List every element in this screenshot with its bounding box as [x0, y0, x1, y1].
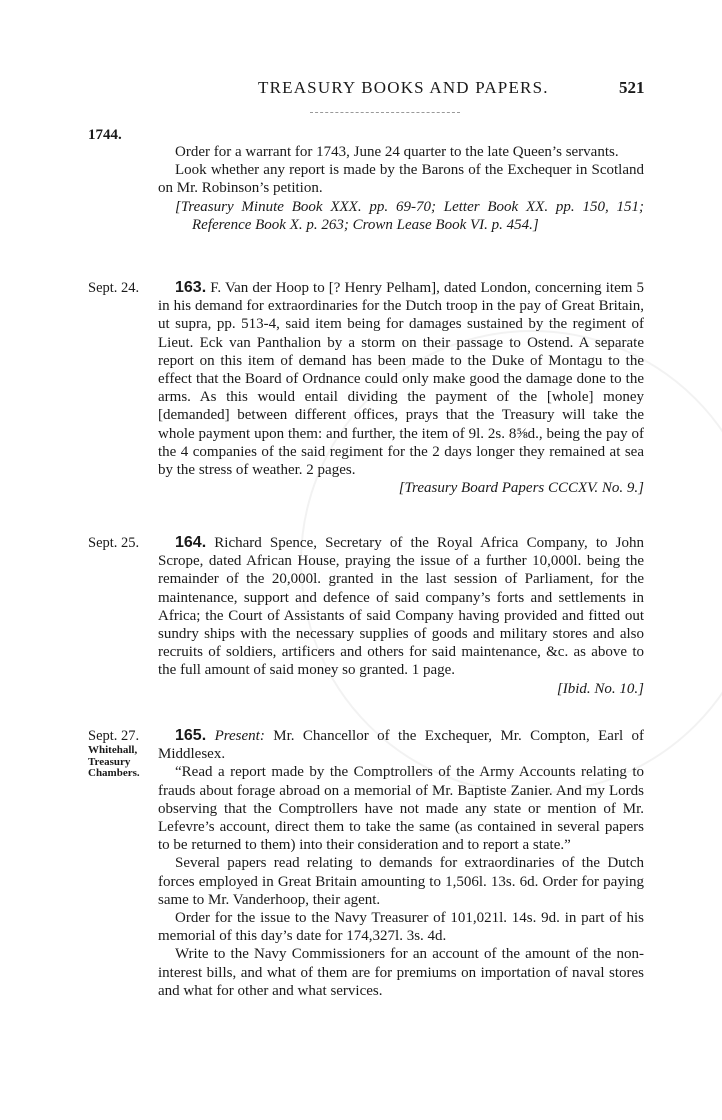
entry-date: Sept. 24.: [88, 280, 140, 296]
entry-text: Richard Spence, Secretary of the Royal Africa Company, to John Scrope, dated African House, praying the issue of a further 10,000l. being the remainder of the 20,000l. granted in the last session of Parliament, for the maintenance, support and defence of said company’s forts and settlements in Africa; the Court of Assistants of said Company having provided and fitted out sundry ships with the necessary supplies of goods and military stores and also recruits of soldiers, artificers and others for said maintenance, &c. as above to the full amount of said money so granted. 1 page.: [158, 535, 645, 679]
entry-date: Sept. 27.: [88, 728, 140, 744]
year-label: 1744.: [88, 127, 122, 143]
entry-date: Sept. 25.: [88, 535, 140, 551]
entry-text: Mr. Chancellor of the Exchequer, Mr. Compton, Earl of Middlesex.: [158, 728, 645, 763]
place-line: Whitehall,: [88, 744, 138, 756]
entry-163: [158, 279, 644, 497]
place-line: Treasury: [88, 755, 131, 768]
entry-place: [88, 745, 158, 780]
paragraph: Order for the issue to the Navy Treasurer of 101,021l. 14s. 9d. in part of his memorial of this day’s date for 174,327l. 3s. 4d.: [158, 910, 644, 945]
entry-number: 164.: [175, 534, 207, 551]
page-number: 521: [619, 78, 645, 97]
continuation-block: [158, 143, 644, 234]
entry-number: 163.: [175, 279, 207, 296]
header-rule: [310, 112, 460, 113]
place-line: Chambers.: [88, 767, 140, 779]
running-title: TREASURY BOOKS AND PAPERS.: [258, 78, 549, 97]
page-header: [0, 78, 722, 104]
reference: [Ibid. No. 10.]: [556, 680, 644, 697]
paragraph: Write to the Navy Commissioners for an account of the amount of the non-interest bills, and what of them are for premiums on importation of naval stores and what for other and what services.: [158, 946, 644, 999]
entry-text: F. Van der Hoop to [? Henry Pelham], dated London, concerning item 5 in his demand for extraordinaries for the Dutch troop in the pay of Great Britain, ut supra, pp. 513-4, said item being for damages sustained by the regiment of Lieut. Eck van Panthalion by a storm on their passage to Ostend. A separate report on this item of demand has been made to the Duke of Montagu to the effect that the Board of Ordnance could only make good the damage done to the arms. As this would entail dividing the payment of the [whole] money [demanded] between different offices, prays that the Treasury will take the whole payment upon them: and further, the item of 9l. 2s. 8⅝d., being the pay of the 4 companies of the said regiment for the 2 days longer they remained at sea by the stress of weather. 2 pages.: [158, 280, 644, 479]
entry-number: 165.: [175, 727, 207, 744]
reference: [Treasury Board Papers CCCXV. No. 9.]: [398, 480, 644, 497]
entry-165: [158, 727, 644, 1000]
entry-164: [158, 534, 644, 698]
reference: [Treasury Minute Book XXX. pp. 69-70; Letter Book XX. pp. 150, 151; Reference Book X. p. 263; Crown Lease Book VI. p. 454.]: [175, 198, 644, 233]
present-label: Present:: [214, 728, 265, 744]
paragraph: Order for a warrant for 1743, June 24 quarter to the late Queen’s servants.: [175, 144, 619, 160]
paragraph: Look whether any report is made by the Barons of the Exchequer in Scotland on Mr. Robinson’s petition.: [158, 162, 644, 197]
paragraph: Several papers read relating to demands for extraordinaries of the Dutch forces employed in Great Britain amounting to 1,506l. 13s. 6d. Order for paying same to Mr. Vanderhoop, their agent.: [158, 855, 644, 908]
paragraph: “Read a report made by the Comptrollers of the Army Accounts relating to frauds about forage abroad on a memorial of Mr. Baptiste Zanier. And my Lords observing that the Comptrollers have not made any state or mention of Mr. Lefevre’s account, direct them to take the same (as contained in several papers to be returned to them) into their consideration and to report a state.”: [158, 764, 644, 854]
